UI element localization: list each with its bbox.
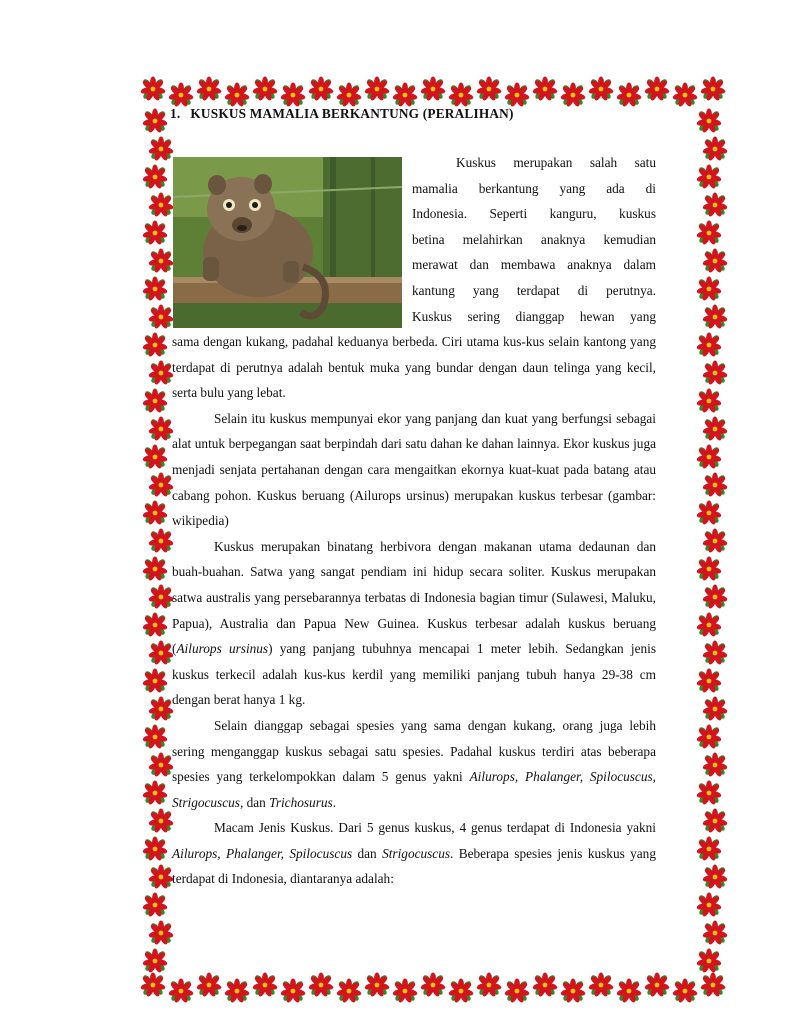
poinsettia-icon bbox=[196, 76, 222, 102]
poinsettia-icon bbox=[696, 836, 722, 862]
poinsettia-icon bbox=[280, 978, 306, 1004]
poinsettia-icon bbox=[504, 978, 530, 1004]
poinsettia-icon bbox=[142, 612, 168, 638]
cuscus-photo bbox=[173, 157, 402, 328]
poinsettia-icon bbox=[148, 696, 174, 722]
poinsettia-icon bbox=[696, 388, 722, 414]
poinsettia-icon bbox=[196, 972, 222, 998]
poinsettia-icon bbox=[696, 276, 722, 302]
poinsettia-icon bbox=[280, 82, 306, 108]
p5-italic-1: Ailurops, Phalanger, Spilocuscus bbox=[172, 845, 353, 861]
poinsettia-icon bbox=[140, 972, 166, 998]
poinsettia-icon bbox=[142, 332, 168, 358]
paragraph-4 bbox=[172, 713, 656, 815]
poinsettia-icon bbox=[702, 864, 728, 890]
poinsettia-icon bbox=[448, 978, 474, 1004]
poinsettia-icon bbox=[702, 248, 728, 274]
poinsettia-icon bbox=[702, 472, 728, 498]
poinsettia-icon bbox=[672, 82, 698, 108]
poinsettia-icon bbox=[148, 360, 174, 386]
poinsettia-icon bbox=[168, 978, 194, 1004]
poinsettia-icon bbox=[696, 948, 722, 974]
poinsettia-icon bbox=[148, 752, 174, 778]
poinsettia-icon bbox=[142, 276, 168, 302]
wrap-line-7: Kuskus sering dianggap hewan yang bbox=[412, 308, 656, 324]
poinsettia-icon bbox=[224, 978, 250, 1004]
wrap-line-4: betina melahirkan anaknya kemudian bbox=[412, 231, 656, 247]
poinsettia-icon bbox=[148, 864, 174, 890]
poinsettia-icon bbox=[702, 920, 728, 946]
poinsettia-icon bbox=[148, 304, 174, 330]
wrap-line-6: kantung yang terdapat di perutnya. bbox=[412, 282, 656, 298]
poinsettia-icon bbox=[336, 978, 362, 1004]
poinsettia-icon bbox=[702, 304, 728, 330]
heading-number: 1. bbox=[170, 106, 181, 121]
p5-text-c: . Beberapa spesies jenis kuskus yang terdapat di Indonesia, diantaranya adalah: bbox=[172, 845, 656, 887]
poinsettia-icon bbox=[142, 948, 168, 974]
poinsettia-icon bbox=[696, 444, 722, 470]
poinsettia-icon bbox=[702, 136, 728, 162]
poinsettia-icon bbox=[616, 82, 642, 108]
poinsettia-icon bbox=[148, 920, 174, 946]
p3-text-b: ) yang panjang tubuhnya mencapai 1 meter lebih. Sedangkan jenis kuskus terkecil adalah kus-kus kerdil yang memiliki panjang tubuh hanya 29-38 cm dengan berat hanya 1 kg. bbox=[172, 641, 656, 708]
poinsettia-icon bbox=[148, 808, 174, 834]
poinsettia-icon bbox=[252, 76, 278, 102]
p4-text-c: . bbox=[332, 794, 337, 810]
poinsettia-icon bbox=[696, 556, 722, 582]
p3-text-a: Kuskus merupakan binatang herbivora dengan makanan utama dedaunan dan buah-buahan. Satwa yang sangat pendiam ini hidup secara soliter. Kuskus merupakan satwa australis yang persebarannya terbatas di Indonesia bagian timur (Sulawesi, Maluku, Papua), Australia dan Papua New Guinea. Kuskus terbesar adalah kuskus beruang ( bbox=[172, 538, 656, 657]
p4-italic-2: Trichosurus bbox=[269, 794, 333, 810]
poinsettia-icon bbox=[168, 82, 194, 108]
poinsettia-icon bbox=[532, 972, 558, 998]
wrap-line-3: Indonesia. Seperti kanguru, kuskus bbox=[412, 206, 656, 222]
poinsettia-icon bbox=[148, 472, 174, 498]
paragraph-5 bbox=[172, 815, 656, 892]
p3-italic: Ailurops ursinus bbox=[176, 641, 269, 657]
poinsettia-icon bbox=[476, 972, 502, 998]
poinsettia-icon bbox=[702, 584, 728, 610]
poinsettia-icon bbox=[142, 892, 168, 918]
poinsettia-icon bbox=[448, 82, 474, 108]
p4-text-b: dan bbox=[243, 794, 270, 810]
poinsettia-icon bbox=[696, 500, 722, 526]
poinsettia-icon bbox=[148, 192, 174, 218]
poinsettia-icon bbox=[148, 136, 174, 162]
poinsettia-icon bbox=[476, 76, 502, 102]
poinsettia-icon bbox=[702, 640, 728, 666]
poinsettia-icon bbox=[148, 640, 174, 666]
poinsettia-icon bbox=[148, 528, 174, 554]
p5-italic-2: Strigocuscus bbox=[382, 845, 451, 861]
poinsettia-icon bbox=[392, 978, 418, 1004]
poinsettia-icon bbox=[702, 696, 728, 722]
heading-title: KUSKUS MAMALIA BERKANTUNG (PERALIHAN) bbox=[190, 106, 514, 121]
poinsettia-icon bbox=[142, 556, 168, 582]
poinsettia-icon bbox=[696, 780, 722, 806]
poinsettia-icon bbox=[702, 360, 728, 386]
poinsettia-icon bbox=[142, 724, 168, 750]
poinsettia-icon bbox=[702, 808, 728, 834]
poinsettia-icon bbox=[142, 108, 168, 134]
wrap-line-2: mamalia berkantung yang ada di bbox=[412, 180, 656, 196]
poinsettia-icon bbox=[364, 76, 390, 102]
poinsettia-icon bbox=[702, 752, 728, 778]
paragraph-2: Selain itu kuskus mempunyai ekor yang panjang dan kuat yang berfungsi sebagai alat untuk berpegangan saat berpindah dari satu dahan ke dahan lainnya. Ekor kuskus juga menjadi senjata pertahanan dengan cara mengaitkan ekornya kuat-kuat pada batang atau cabang pohon. Kuskus beruang (Ailurops ursinus) merupakan kuskus terbesar (gambar: wikipedia) bbox=[172, 410, 656, 529]
poinsettia-icon bbox=[588, 972, 614, 998]
section-heading bbox=[170, 106, 514, 122]
poinsettia-icon bbox=[308, 972, 334, 998]
poinsettia-icon bbox=[504, 82, 530, 108]
poinsettia-icon bbox=[702, 528, 728, 554]
body-text bbox=[172, 329, 656, 892]
poinsettia-icon bbox=[142, 444, 168, 470]
poinsettia-icon bbox=[308, 76, 334, 102]
poinsettia-icon bbox=[252, 972, 278, 998]
poinsettia-icon bbox=[148, 416, 174, 442]
poinsettia-icon bbox=[644, 76, 670, 102]
poinsettia-icon bbox=[336, 82, 362, 108]
poinsettia-icon bbox=[696, 612, 722, 638]
poinsettia-icon bbox=[142, 164, 168, 190]
poinsettia-icon bbox=[700, 972, 726, 998]
poinsettia-icon bbox=[560, 82, 586, 108]
poinsettia-icon bbox=[420, 76, 446, 102]
flower-border-right bbox=[694, 108, 730, 974]
flower-border-top bbox=[140, 74, 730, 110]
poinsettia-icon bbox=[142, 388, 168, 414]
wrap-line-5: merawat dan membawa anaknya dalam bbox=[412, 257, 656, 273]
poinsettia-icon bbox=[148, 584, 174, 610]
poinsettia-icon bbox=[420, 972, 446, 998]
poinsettia-icon bbox=[588, 76, 614, 102]
poinsettia-icon bbox=[696, 164, 722, 190]
poinsettia-icon bbox=[700, 76, 726, 102]
poinsettia-icon bbox=[142, 220, 168, 246]
poinsettia-icon bbox=[696, 892, 722, 918]
paragraph-1-continuation: sama dengan kukang, padahal keduanya berbeda. Ciri utama kus-kus selain kantong yang terdapat di perutnya adalah bentuk muka yang bundar dengan daun telinga yang kecil, serta bulu yang lebat. bbox=[172, 334, 656, 401]
poinsettia-icon bbox=[142, 668, 168, 694]
paragraph-3 bbox=[172, 534, 656, 713]
intro-wrap-column bbox=[412, 150, 656, 329]
poinsettia-icon bbox=[696, 668, 722, 694]
poinsettia-icon bbox=[224, 82, 250, 108]
poinsettia-icon bbox=[392, 82, 418, 108]
poinsettia-icon bbox=[142, 780, 168, 806]
poinsettia-icon bbox=[696, 108, 722, 134]
poinsettia-icon bbox=[140, 76, 166, 102]
p4-text-a: Selain dianggap sebagai spesies yang sama dengan kukang, orang juga lebih sering menganggap kuskus sebagai satu spesies. Padahal kuskus terdiri atas beberapa spesies yang terkelompokkan dalam 5 genus yakni bbox=[172, 717, 656, 785]
poinsettia-icon bbox=[560, 978, 586, 1004]
poinsettia-icon bbox=[532, 76, 558, 102]
flower-border-left bbox=[140, 108, 176, 974]
poinsettia-icon bbox=[696, 724, 722, 750]
p4-italic-1: Ailurops, Phalanger, Spilocuscus, Strigocuscus, bbox=[172, 769, 656, 810]
poinsettia-icon bbox=[148, 248, 174, 274]
poinsettia-icon bbox=[672, 978, 698, 1004]
poinsettia-icon bbox=[142, 836, 168, 862]
flower-border-bottom bbox=[140, 970, 730, 1010]
wrap-line-1: Kuskus merupakan salah satu bbox=[456, 155, 656, 170]
p5-text-b: dan bbox=[352, 845, 383, 861]
p5-text-a: Macam Jenis Kuskus. Dari 5 genus kuskus, 4 genus terdapat di Indonesia yakni bbox=[214, 820, 656, 836]
poinsettia-icon bbox=[702, 416, 728, 442]
poinsettia-icon bbox=[142, 500, 168, 526]
poinsettia-icon bbox=[364, 972, 390, 998]
poinsettia-icon bbox=[702, 192, 728, 218]
cuscus-illustration bbox=[173, 157, 402, 328]
poinsettia-icon bbox=[644, 972, 670, 998]
poinsettia-icon bbox=[696, 332, 722, 358]
poinsettia-icon bbox=[616, 978, 642, 1004]
poinsettia-icon bbox=[696, 220, 722, 246]
